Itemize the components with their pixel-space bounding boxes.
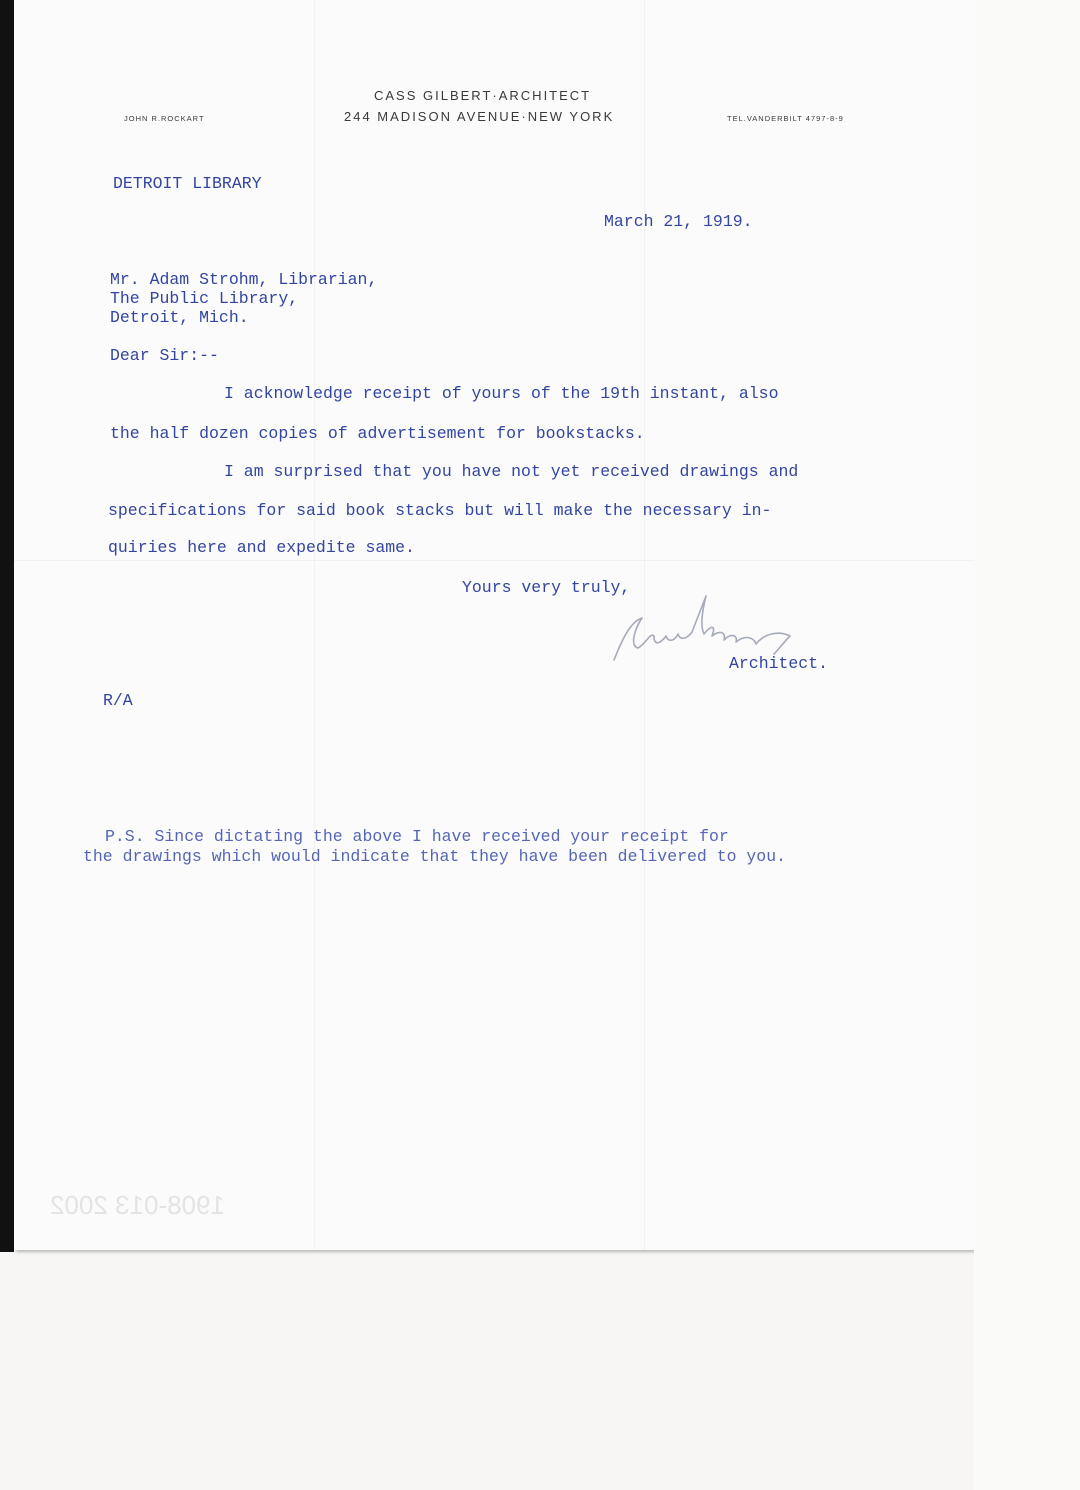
- paper-fold-line: [314, 0, 315, 1250]
- typist-initials: R/A: [103, 691, 133, 710]
- body-line: quiries here and expedite same.: [108, 538, 415, 557]
- scan-background: [974, 0, 1080, 1490]
- postscript-line: P.S. Since dictating the above I have received your receipt for: [105, 827, 729, 846]
- recipient-line: Mr. Adam Strohm, Librarian,: [110, 270, 378, 289]
- body-line: specifications for said book stacks but will make the necessary in-: [108, 501, 772, 520]
- letterhead-firm-name: CASS GILBERT·ARCHITECT: [374, 88, 592, 103]
- postscript-line: the drawings which would indicate that they have been delivered to you.: [83, 847, 787, 866]
- letterhead-address: 244 MADISON AVENUE·NEW YORK: [344, 109, 615, 124]
- signer-title: Architect.: [729, 654, 829, 673]
- letterhead-telephone: TEL.VANDERBILT 4797-8-9: [727, 114, 844, 123]
- letterhead-left-name: JOHN R.ROCKART: [124, 114, 205, 123]
- paper-fold-line: [14, 560, 974, 561]
- file-reference: DETROIT LIBRARY: [113, 174, 262, 193]
- archive-stamp: 1908-013 2002: [50, 1190, 225, 1220]
- scan-edge: [0, 0, 14, 1252]
- body-line: the half dozen copies of advertisement for bookstacks.: [110, 424, 645, 443]
- body-line: I acknowledge receipt of yours of the 19th instant, also: [224, 384, 779, 403]
- recipient-line: The Public Library,: [110, 289, 299, 308]
- letter-date: March 21, 1919.: [604, 212, 753, 231]
- body-line: I am surprised that you have not yet received drawings and: [224, 462, 799, 481]
- closing: Yours very truly,: [462, 578, 631, 597]
- recipient-line: Detroit, Mich.: [110, 308, 249, 327]
- salutation: Dear Sir:--: [110, 346, 219, 365]
